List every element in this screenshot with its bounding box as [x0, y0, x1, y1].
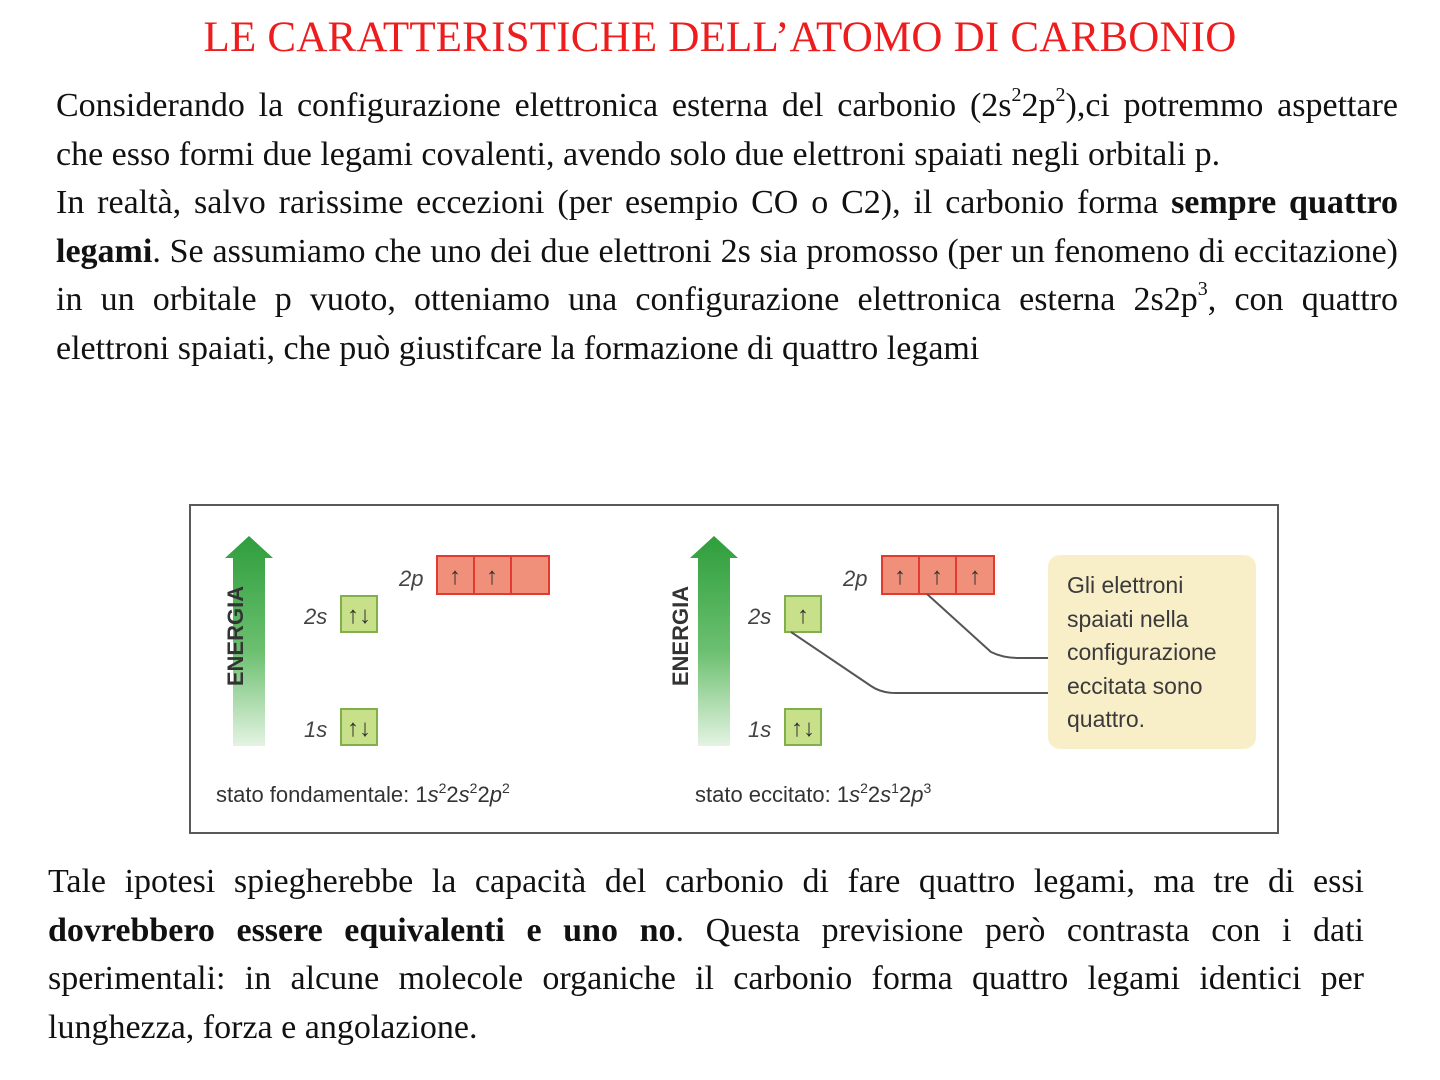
- intro-sentence-1: Considerando la configurazione elettronica esterna del carbonio (2s: [56, 87, 1012, 124]
- intro-sentence-2-rest: . Se assumiamo che uno dei due elettroni 2s sia promosso (per un fenomeno di eccitazione) in un orbitale p vuoto, otteniamo una configurazione elettronica esterna 2s2p: [56, 232, 1398, 318]
- superscript: 2: [1055, 84, 1066, 106]
- superscript: 2: [1011, 84, 1022, 106]
- electron-arrow: ↑: [931, 563, 943, 590]
- orbital-2p-boxes: [437, 556, 549, 594]
- excited-state-caption: stato eccitato: $1s^22s^12p^3$: [695, 780, 932, 807]
- callout-note: [1048, 555, 1256, 749]
- emphasis-equivalence: dovrebbero essere equivalenti e uno no: [48, 911, 676, 949]
- electron-pair: ↑↓: [347, 715, 371, 742]
- electron-arrow: ↑: [486, 563, 498, 590]
- electron-arrow: ↑: [969, 563, 981, 590]
- orbital-2p-boxes: [882, 556, 994, 594]
- orbital-label-2s: 2s: [304, 604, 328, 629]
- connector-line-2p: [927, 594, 1048, 658]
- closing-sentence-rest: . Questa previsione però contrasta con i dati sperimentali: in alcune molecole organiche il carbonio forma quattro legami identici per lunghezza, forza e angolazione.: [48, 911, 1364, 1046]
- intro-sentence-1-end: ),ci potremmo aspettare che esso formi due legami covalenti, avendo solo due elettroni spaiati negli orbitali p.: [56, 87, 1398, 173]
- orbital-2s-box: [785, 596, 821, 632]
- electron-arrow: ↑: [449, 563, 461, 590]
- energy-label: ENERGIA: [223, 585, 248, 687]
- electron-pair: ↑↓: [347, 602, 371, 629]
- orbital-label-2p: 2p: [843, 566, 868, 591]
- orbital-label-1s: 1s: [748, 717, 772, 742]
- intro-sentence-1-mid: 2p: [1021, 87, 1056, 124]
- energy-label: ENERGIA: [668, 585, 693, 687]
- callout-note-text: Gli elettroni spaiati nella configurazione eccitata sono quattro.: [1067, 572, 1217, 732]
- superscript: 3: [1197, 278, 1208, 300]
- intro-paragraph: [56, 82, 1398, 373]
- excited-state-diagram: [668, 536, 1048, 807]
- energy-arrow-icon: [690, 536, 738, 746]
- electron-arrow: ↑: [894, 563, 906, 590]
- closing-paragraph: [48, 858, 1364, 1052]
- orbital-1s-box: [785, 709, 821, 745]
- electron-arrow: ↑: [797, 602, 809, 629]
- intro-sentence-2: In realtà, salvo rarissime eccezioni (per esempio CO o C2), il carbonio forma: [56, 184, 1159, 221]
- electron-pair: ↑↓: [791, 715, 815, 742]
- emphasis-four-bonds: sempre quattro legami: [56, 184, 1399, 270]
- orbital-2s-box: [341, 596, 377, 632]
- closing-sentence: Tale ipotesi spiegherebbe la capacità del carbonio di fare quattro legami, ma tre di essi: [48, 863, 1364, 900]
- ground-state-diagram: [216, 536, 549, 807]
- connector-line-2s: [791, 632, 1048, 693]
- orbital-label-2p: 2p: [399, 566, 424, 591]
- orbital-label-1s: 1s: [304, 717, 328, 742]
- ground-state-caption: stato fondamentale: $1s^22s^22p^2$: [216, 780, 510, 807]
- orbital-1s-box: [341, 709, 377, 745]
- orbital-diagram-figure: [189, 504, 1279, 834]
- intro-sentence-2-end: , con quattro elettroni spaiati, che può giustifcare la formazione di quattro legami: [56, 281, 1398, 367]
- orbital-label-2s: 2s: [748, 604, 772, 629]
- page-title: LE CARATTERISTICHE DELL’ATOMO DI CARBONIO: [203, 14, 1237, 61]
